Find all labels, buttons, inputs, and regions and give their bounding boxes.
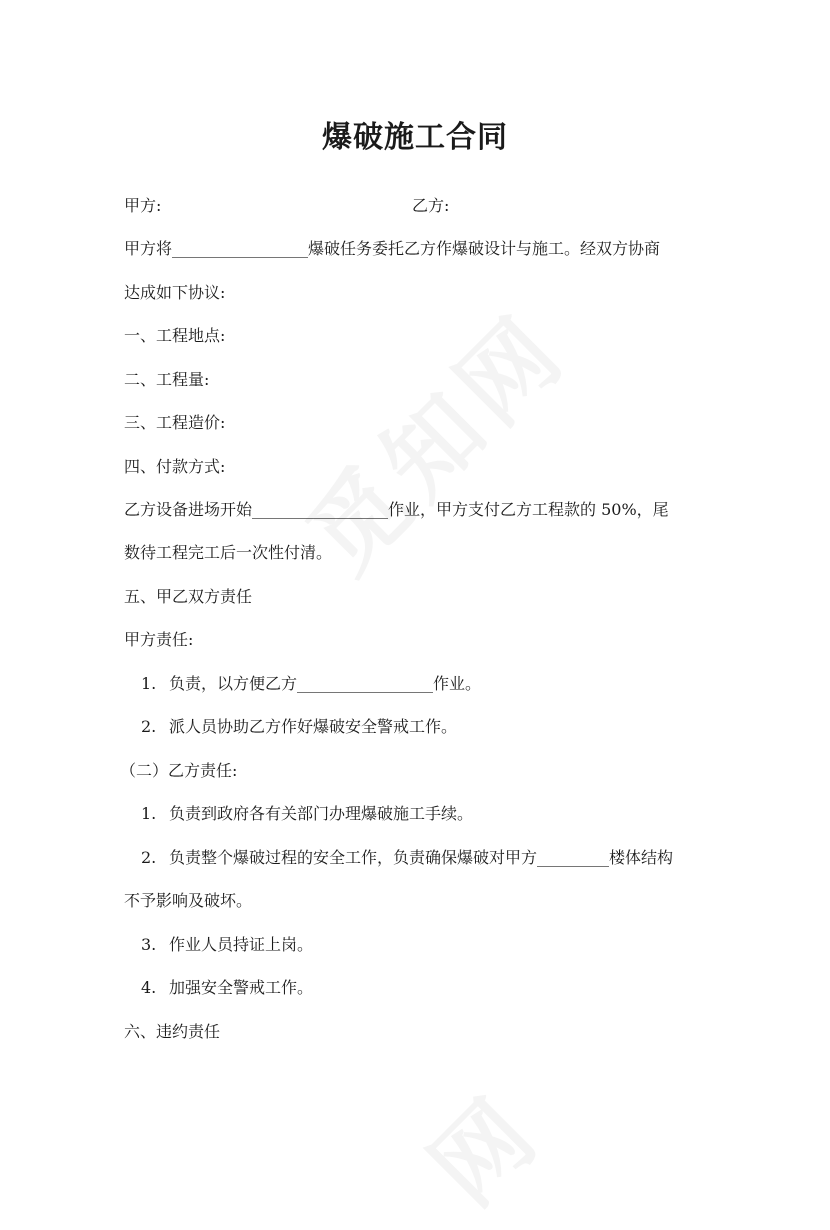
list-text: 负责整个爆破过程的安全工作，负责确保爆破对甲方_________楼体结构 xyxy=(169,848,674,867)
list-text: 负责到政府各有关部门办理爆破施工手续。 xyxy=(169,804,474,823)
list-text: 派人员协助乙方作好爆破安全警戒工作。 xyxy=(169,717,458,736)
party-a-duty-heading: 甲方责任: xyxy=(124,630,194,649)
list-text: 加强安全警戒工作。 xyxy=(169,978,314,997)
section-3-cost: 三、工程造价: xyxy=(124,413,226,432)
section-5-responsibilities: 五、甲乙双方责任 xyxy=(124,587,253,606)
party-b-duty-heading: （二）乙方责任: xyxy=(120,761,238,780)
list-number: 4. xyxy=(141,978,157,997)
list-number: 2. xyxy=(141,717,157,736)
intro-line-2: 达成如下协议: xyxy=(124,283,226,302)
list-text: 负责，以方便乙方_________________作业。 xyxy=(169,674,482,693)
document-title: 爆破施工合同 xyxy=(322,120,508,155)
payment-line-2: 数待工程完工后一次性付清。 xyxy=(124,543,333,562)
list-number: 3. xyxy=(141,935,157,954)
intro-line-1: 甲方将_________________爆破任务委托乙方作爆破设计与施工。经双方协商 xyxy=(124,239,661,258)
party-b-duty-item xyxy=(141,935,313,955)
party-b-duty-item xyxy=(141,978,313,998)
party-b-duty-item xyxy=(141,848,673,868)
section-4-payment: 四、付款方式: xyxy=(124,457,226,476)
list-number: 1. xyxy=(141,674,157,693)
payment-line-1: 乙方设备进场开始_________________作业，甲方支付乙方工程款的 50%，尾 xyxy=(124,500,669,519)
section-6-breach: 六、违约责任 xyxy=(124,1022,221,1041)
section-1-location: 一、工程地点: xyxy=(124,326,226,345)
list-text: 作业人员持证上岗。 xyxy=(169,935,314,954)
list-number: 1. xyxy=(141,804,157,823)
list-number: 2. xyxy=(141,848,157,867)
party-b-duty-continuation: 不予影响及破坏。 xyxy=(124,891,253,910)
section-2-quantity: 二、工程量: xyxy=(124,370,210,389)
party-b-label: 乙方: xyxy=(412,196,450,215)
party-a-label: 甲方: xyxy=(124,196,162,215)
party-b-duty-item xyxy=(141,804,473,824)
party-a-duty-item xyxy=(141,717,457,737)
party-a-duty-item xyxy=(141,674,481,694)
watermark-partial xyxy=(396,1066,559,1229)
